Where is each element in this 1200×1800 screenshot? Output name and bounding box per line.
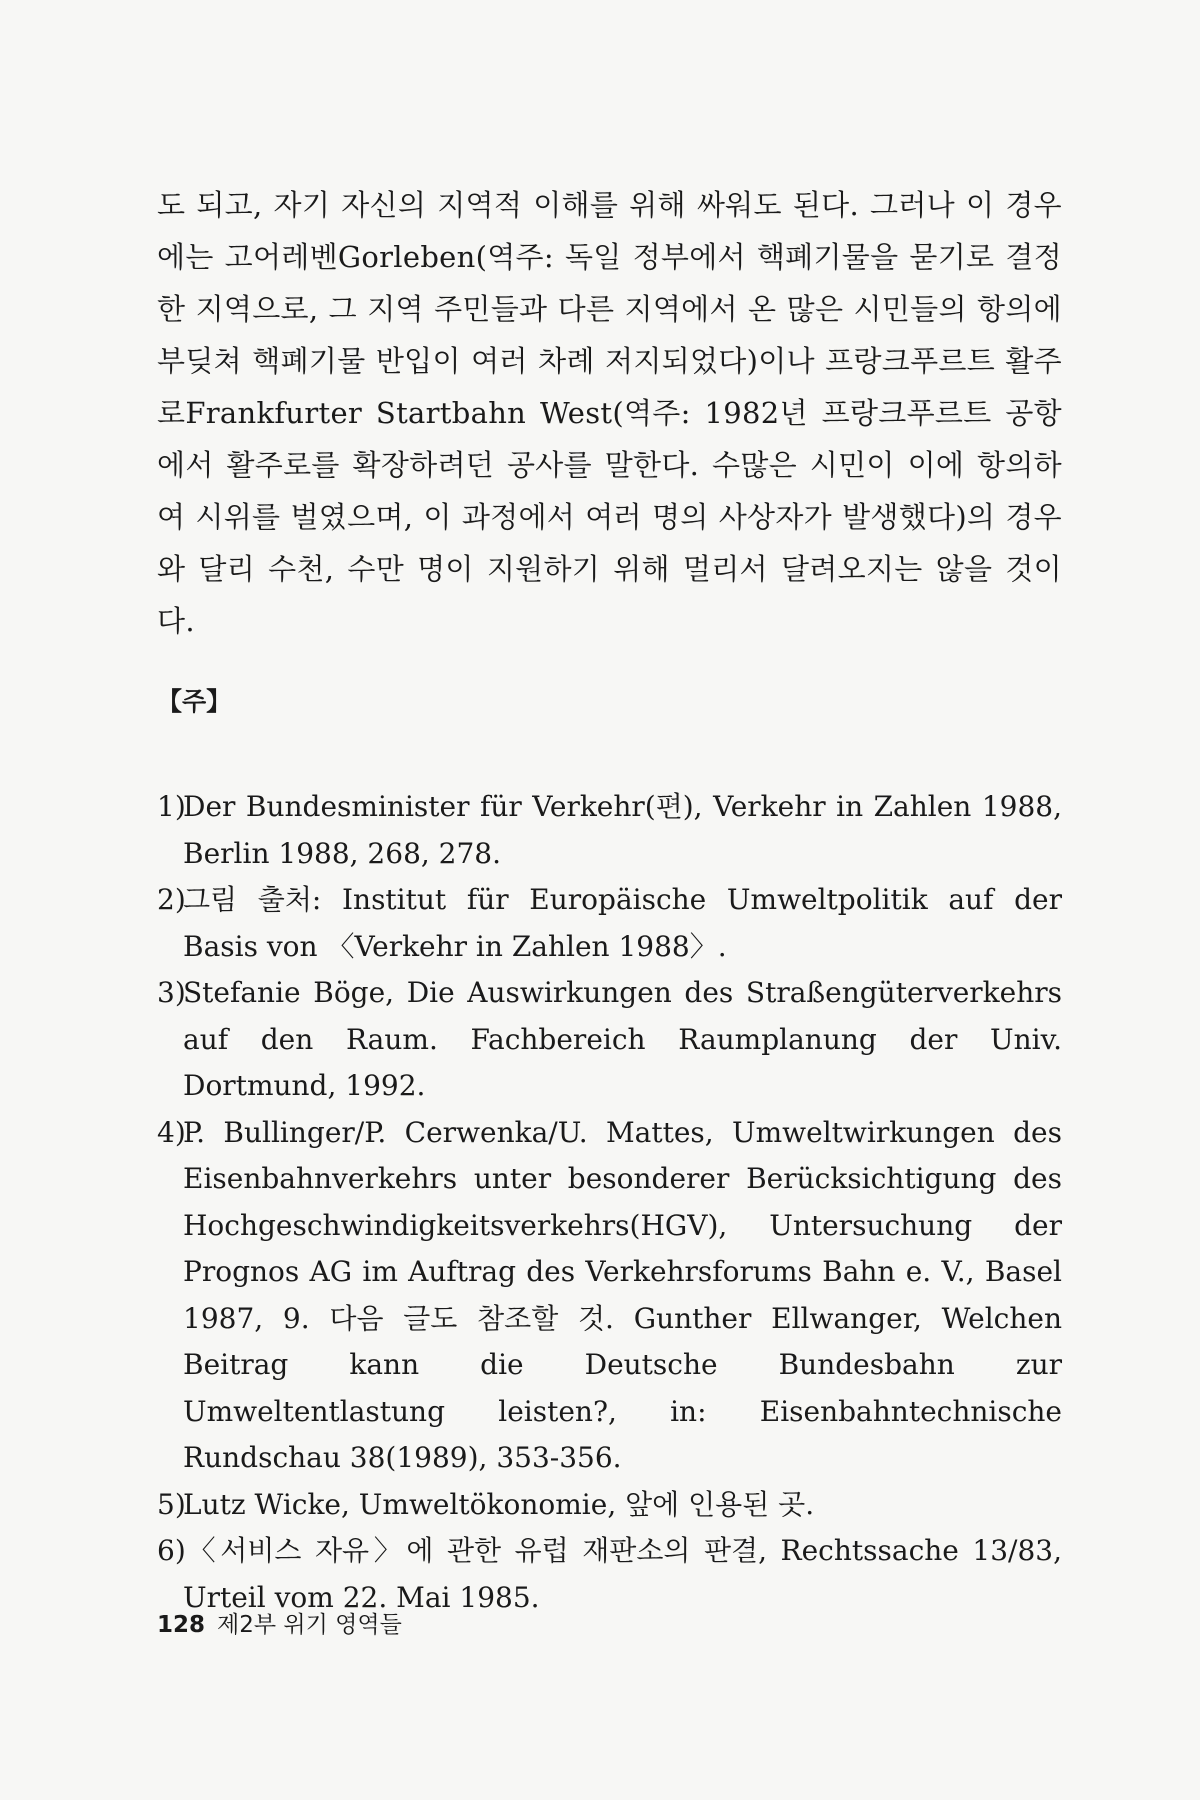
note-number: 5): [157, 1487, 186, 1521]
note-item: [157, 1482, 1062, 1529]
note-text: 그림 출처: Institut für Europäische Umweltpolitik auf der Basis von 〈Verkehr in Zahlen 1988〉.: [183, 883, 1062, 963]
notes-heading: 【주】: [157, 687, 232, 716]
note-number: 1): [157, 790, 186, 823]
note-item: [157, 877, 1062, 970]
note-item: [157, 784, 1062, 877]
note-text: Stefanie Böge, Die Auswirkungen des Straßengüterverkehrs auf den Raum. Fachbereich Raumplanung der Univ. Dortmund, 1992.: [183, 976, 1062, 1102]
body-paragraph: 도 되고, 자기 자신의 지역적 이해를 위해 싸워도 된다. 그러나 이 경우에는 고어레벤Gorleben(역주: 독일 정부에서 핵폐기물을 묻기로 결정한 지역으로, 그 지역 주민들과 다른 지역에서 온 많은 시민들의 항의에 부딪쳐 핵폐기물 반입이 여러 차례 저지되었다)이나 프랑크푸르트 활주로Frankfurter Startbahn West(역주: 1982년 프랑크푸르트 공항에서 활주로를 확장하려던 공사를 말한다. 수많은 시민이 이에 항의하여 시위를 벌였으며, 이 과정에서 여러 명의 사상자가 발생했다)의 경우와 달리 수천, 수만 명이 지원하기 위해 멀리서 달려오지는 않을 것이다.: [157, 188, 1062, 638]
note-item: [157, 1110, 1062, 1482]
page-number: 128: [157, 1612, 206, 1638]
note-text: P. Bullinger/P. Cerwenka/U. Mattes, Umweltwirkungen des Eisenbahnverkehrs unter besonderer Berücksichtigung des Hochgeschwindigkeitsverkehrs(HGV), Untersuchung der Prognos AG im Auftrag des Verkehrsforums Bahn e. V., Basel 1987, 9. 다음 글도 참조할 것. Gunther Ellwanger, Welchen Beitrag kann die Deutsche Bundesbahn zur Umweltentlastung leisten?, in: Eisenbahntechnische Rundschau 38(1989), 353-356.: [183, 1115, 1062, 1474]
note-text: 〈서비스 자유〉에 관한 유럽 재판소의 판결, Rechtssache 13/83, Urteil vom 22. Mai 1985.: [183, 1534, 1062, 1614]
note-number: 6): [157, 1534, 186, 1567]
running-section-title: 제2부 위기 영역들: [217, 1612, 402, 1638]
note-text: Lutz Wicke, Umweltökonomie, 앞에 인용된 곳.: [183, 1487, 815, 1521]
note-number: 2): [157, 883, 186, 916]
page-footer: [157, 1608, 402, 1642]
note-item: [157, 970, 1062, 1110]
notes-list: [157, 784, 1062, 1621]
note-number: 3): [157, 976, 186, 1009]
note-number: 4): [157, 1115, 186, 1149]
note-text: Der Bundesminister für Verkehr(편), Verkehr in Zahlen 1988, Berlin 1988, 268, 278.: [183, 790, 1062, 870]
